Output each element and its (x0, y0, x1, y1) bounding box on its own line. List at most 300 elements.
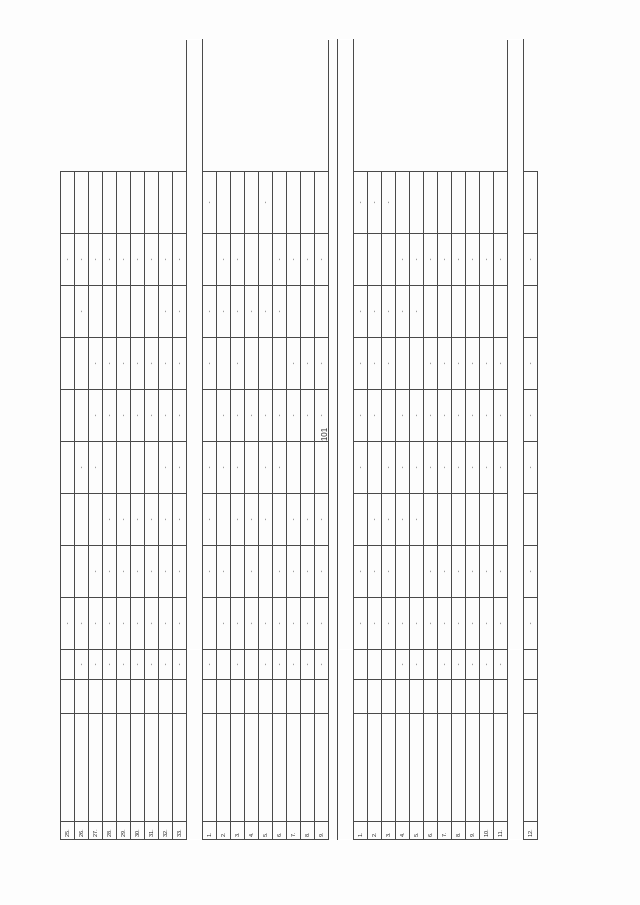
table-cell: - (245, 494, 259, 546)
table-cell (452, 714, 466, 822)
table-cell: - (424, 338, 438, 390)
table-cell: - (61, 234, 75, 286)
table-cell (524, 494, 538, 546)
table-cell: - (410, 286, 424, 338)
table-cell: - (494, 650, 508, 680)
table-cell (466, 286, 480, 338)
table-cell (301, 714, 315, 822)
table-cell: - (203, 494, 217, 546)
table-cell: - (203, 546, 217, 598)
table-cell: - (117, 650, 131, 680)
table-cell (145, 714, 159, 822)
table-cell (75, 714, 89, 822)
table-cell: - (301, 598, 315, 650)
table-cell: - (173, 338, 187, 390)
table-row (438, 40, 452, 840)
table-cell (131, 442, 145, 494)
table-cell (354, 680, 368, 714)
table-cell (61, 390, 75, 442)
table-cell (217, 494, 231, 546)
table-cell: - (301, 546, 315, 598)
table-cell (117, 172, 131, 234)
table-cell: - (273, 650, 287, 680)
table-cell: - (494, 598, 508, 650)
table-cell (217, 338, 231, 390)
table-cell (287, 172, 301, 234)
table-cell (494, 680, 508, 714)
table-row (480, 40, 494, 840)
table-cell (61, 714, 75, 822)
table-cell: - (273, 598, 287, 650)
table-cell (524, 680, 538, 714)
table-cell (301, 680, 315, 714)
row-number: 9. (315, 822, 329, 840)
table-cell: - (410, 390, 424, 442)
table-cell (61, 442, 75, 494)
table-cell: - (480, 338, 494, 390)
table-cell (117, 680, 131, 714)
row-number: 25. (61, 822, 75, 840)
table-cell: - (217, 286, 231, 338)
table-row (145, 40, 159, 840)
section-title (187, 40, 203, 650)
table-cell: - (145, 650, 159, 680)
table-row (231, 40, 245, 840)
table-cell: - (382, 286, 396, 338)
table-row (466, 40, 480, 840)
table-cell: - (382, 598, 396, 650)
table-cell (61, 546, 75, 598)
table-cell: - (103, 390, 117, 442)
table-cell: - (131, 598, 145, 650)
table-cell: - (61, 598, 75, 650)
table-cell (75, 494, 89, 546)
table-cell: - (203, 442, 217, 494)
table-cell (410, 546, 424, 598)
table-cell: - (480, 442, 494, 494)
table-cell: - (382, 442, 396, 494)
row-number: 1. (354, 822, 368, 840)
table-cell: - (231, 442, 245, 494)
table-cell: - (466, 546, 480, 598)
table-cell (315, 714, 329, 822)
table-cell (61, 494, 75, 546)
table-cell: - (287, 234, 301, 286)
table-cell (315, 286, 329, 338)
table-cell (89, 494, 103, 546)
page-number: 101 (320, 427, 330, 442)
table-cell: - (315, 234, 329, 286)
table-cell: - (231, 598, 245, 650)
table-cell: - (382, 546, 396, 598)
table-cell (301, 172, 315, 234)
table-cell: - (396, 390, 410, 442)
table-cell (89, 286, 103, 338)
table-cell: - (452, 442, 466, 494)
table-cell (354, 234, 368, 286)
table-cell (245, 442, 259, 494)
table-cell: - (245, 390, 259, 442)
table-cell (382, 390, 396, 442)
table-cell: - (354, 172, 368, 234)
table-cell: - (75, 598, 89, 650)
table-cell: - (315, 390, 329, 442)
table-row (75, 40, 89, 840)
table-cell: - (368, 546, 382, 598)
table-cell (131, 680, 145, 714)
row-number: 7. (287, 822, 301, 840)
table-cell (173, 714, 187, 822)
table-cell (480, 680, 494, 714)
table-cell: - (117, 546, 131, 598)
table-cell (273, 494, 287, 546)
table-cell (145, 442, 159, 494)
table-cell (89, 172, 103, 234)
table-cell (145, 286, 159, 338)
table-cell (480, 714, 494, 822)
table-cell (117, 714, 131, 822)
table-cell: - (438, 546, 452, 598)
table-cell (217, 680, 231, 714)
table-cell: - (273, 390, 287, 442)
table-cell (452, 286, 466, 338)
table-cell: - (452, 390, 466, 442)
table-cell (259, 680, 273, 714)
table-row (424, 40, 438, 840)
table-cell: - (315, 494, 329, 546)
table-cell: - (103, 234, 117, 286)
table-cell: - (273, 286, 287, 338)
table-cell (438, 286, 452, 338)
table-cell: - (438, 338, 452, 390)
table-cell (354, 494, 368, 546)
table-row (61, 40, 75, 840)
table-cell: - (231, 234, 245, 286)
table-row (382, 40, 396, 840)
table-cell: - (438, 650, 452, 680)
table-cell: - (480, 390, 494, 442)
table-cell (231, 714, 245, 822)
table-cell (410, 338, 424, 390)
table-cell (424, 714, 438, 822)
table-cell: - (354, 442, 368, 494)
table-cell: - (410, 650, 424, 680)
table-cell: - (117, 234, 131, 286)
table-cell (494, 172, 508, 234)
table-cell: - (494, 390, 508, 442)
table-cell: - (145, 234, 159, 286)
table-cell: - (75, 650, 89, 680)
table-cell: - (287, 494, 301, 546)
table-cell: - (103, 338, 117, 390)
row-number: 29. (117, 822, 131, 840)
table-cell (245, 234, 259, 286)
table-cell (354, 714, 368, 822)
table-cell: - (203, 650, 217, 680)
table-cell: - (131, 650, 145, 680)
table-cell (396, 172, 410, 234)
table-cell (245, 338, 259, 390)
table-cell: - (117, 338, 131, 390)
row-number: 2. (217, 822, 231, 840)
table-cell (245, 650, 259, 680)
table-cell (466, 494, 480, 546)
table-cell (159, 680, 173, 714)
table-cell: - (89, 442, 103, 494)
data-table (60, 39, 538, 840)
table-cell: - (424, 234, 438, 286)
table-cell (131, 714, 145, 822)
table-cell: - (396, 598, 410, 650)
table-row (410, 40, 424, 840)
table-cell: - (231, 650, 245, 680)
table-cell: - (173, 650, 187, 680)
table-cell (159, 172, 173, 234)
row-number: 12. (524, 822, 538, 840)
table-cell: - (173, 442, 187, 494)
table-cell (368, 234, 382, 286)
table-cell: - (396, 442, 410, 494)
section-title (508, 40, 524, 650)
row-number: 3. (382, 822, 396, 840)
table-cell (159, 714, 173, 822)
table-cell (103, 442, 117, 494)
table-cell: - (524, 338, 538, 390)
table-cell: - (145, 338, 159, 390)
table-cell (145, 680, 159, 714)
table-cell: - (368, 494, 382, 546)
table-cell (494, 286, 508, 338)
table-cell: - (131, 338, 145, 390)
table-cell (424, 680, 438, 714)
table-cell: - (382, 172, 396, 234)
table-row (301, 40, 315, 840)
table-cell: - (173, 546, 187, 598)
table-cell: - (410, 494, 424, 546)
table-cell (273, 172, 287, 234)
table-cell (396, 714, 410, 822)
table-cell (173, 172, 187, 234)
table-row (117, 40, 131, 840)
table-cell (61, 680, 75, 714)
table-cell: - (89, 338, 103, 390)
table-cell: - (452, 234, 466, 286)
table-cell (480, 172, 494, 234)
table-cell (131, 172, 145, 234)
table-cell (89, 714, 103, 822)
table-cell (103, 172, 117, 234)
table-cell: - (173, 390, 187, 442)
table-cell: - (315, 338, 329, 390)
table-cell (103, 286, 117, 338)
table-cell (75, 338, 89, 390)
table-cell: - (217, 598, 231, 650)
table-cell (494, 714, 508, 822)
table-cell: - (354, 338, 368, 390)
table-cell (203, 680, 217, 714)
table-cell (231, 172, 245, 234)
table-cell (145, 172, 159, 234)
table-cell: - (396, 286, 410, 338)
table-row (103, 40, 117, 840)
section-subheading (187, 650, 203, 840)
table-cell: - (173, 494, 187, 546)
table-cell: - (89, 390, 103, 442)
table-cell: - (287, 338, 301, 390)
table-cell: - (217, 442, 231, 494)
table-cell (61, 172, 75, 234)
table-cell: - (159, 338, 173, 390)
table-row (259, 40, 273, 840)
table-cell (424, 494, 438, 546)
table-cell (315, 680, 329, 714)
table-cell: - (466, 234, 480, 286)
table-cell: - (131, 390, 145, 442)
table-cell (438, 494, 452, 546)
table-frame (60, 40, 580, 840)
table-cell: - (259, 442, 273, 494)
table-cell: - (145, 390, 159, 442)
table-cell: - (131, 546, 145, 598)
table-row (287, 40, 301, 840)
table-cell: - (315, 650, 329, 680)
table-cell (382, 714, 396, 822)
table-cell (259, 234, 273, 286)
table-row (354, 40, 368, 840)
table-cell: - (117, 390, 131, 442)
table-cell: - (301, 494, 315, 546)
table-cell (203, 598, 217, 650)
table-cell: - (368, 390, 382, 442)
table-row (159, 40, 173, 840)
table-cell: - (203, 286, 217, 338)
table-cell (466, 680, 480, 714)
table-cell (354, 650, 368, 680)
table-cell: - (524, 390, 538, 442)
table-cell: - (396, 650, 410, 680)
table-cell (480, 494, 494, 546)
table-cell (382, 680, 396, 714)
table-cell (452, 494, 466, 546)
section-header (187, 40, 203, 840)
table-cell: - (173, 598, 187, 650)
table-row (131, 40, 145, 840)
table-cell: - (354, 286, 368, 338)
table-cell: - (287, 546, 301, 598)
spacer-row (329, 40, 338, 840)
table-cell (89, 680, 103, 714)
table-cell (61, 286, 75, 338)
table-cell: - (173, 286, 187, 338)
table-cell: - (480, 234, 494, 286)
table-cell: - (245, 598, 259, 650)
table-cell (173, 680, 187, 714)
row-number: 1. (203, 822, 217, 840)
table-row (245, 40, 259, 840)
table-cell: - (480, 598, 494, 650)
table-cell: - (301, 338, 315, 390)
table-cell: - (354, 598, 368, 650)
table-cell (424, 172, 438, 234)
table-cell (259, 546, 273, 598)
table-cell: - (159, 286, 173, 338)
table-cell (410, 172, 424, 234)
table-cell (287, 442, 301, 494)
section-subheading (508, 650, 524, 840)
table-cell: - (438, 234, 452, 286)
table-cell: - (75, 286, 89, 338)
table-cell (259, 714, 273, 822)
table-cell (424, 650, 438, 680)
table-cell (396, 338, 410, 390)
row-number: 7. (438, 822, 452, 840)
table-cell (315, 172, 329, 234)
row-number: 33. (173, 822, 187, 840)
table-cell (301, 286, 315, 338)
table-cell: - (89, 598, 103, 650)
row-number: 30. (131, 822, 145, 840)
table-cell: - (259, 494, 273, 546)
table-cell: - (524, 234, 538, 286)
table-cell: - (159, 390, 173, 442)
table-cell (466, 172, 480, 234)
table-cell (396, 680, 410, 714)
table-cell (524, 286, 538, 338)
table-cell: - (424, 442, 438, 494)
table-cell: - (131, 234, 145, 286)
table-cell (396, 546, 410, 598)
table-cell: - (159, 234, 173, 286)
table-cell (368, 680, 382, 714)
table-cell: - (438, 442, 452, 494)
table-cell: - (159, 598, 173, 650)
table-cell: - (231, 338, 245, 390)
table-cell: - (117, 598, 131, 650)
table-cell (203, 390, 217, 442)
table-cell: - (273, 234, 287, 286)
table-cell: - (159, 494, 173, 546)
table-cell (231, 680, 245, 714)
table-cell: - (524, 598, 538, 650)
table-body (61, 40, 538, 840)
table-cell (524, 650, 538, 680)
table-cell (203, 714, 217, 822)
table-cell (217, 172, 231, 234)
table-cell: - (410, 442, 424, 494)
row-number: 32. (159, 822, 173, 840)
table-cell: - (524, 546, 538, 598)
table-row (524, 40, 538, 840)
table-cell (524, 714, 538, 822)
table-cell (273, 338, 287, 390)
table-cell: - (245, 286, 259, 338)
table-cell: - (452, 338, 466, 390)
table-cell (452, 680, 466, 714)
table-cell (203, 234, 217, 286)
table-cell: - (410, 234, 424, 286)
table-cell: - (273, 442, 287, 494)
table-cell (61, 338, 75, 390)
table-cell (424, 286, 438, 338)
section-subheading (338, 650, 354, 840)
table-cell (287, 714, 301, 822)
row-number: 9. (466, 822, 480, 840)
table-cell (368, 650, 382, 680)
table-cell (410, 680, 424, 714)
table-cell: - (466, 442, 480, 494)
table-cell (382, 234, 396, 286)
table-cell: - (231, 390, 245, 442)
